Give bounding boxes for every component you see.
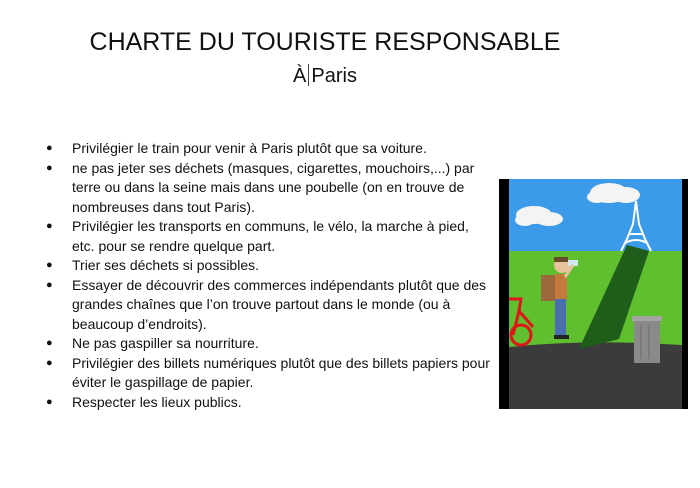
tourist-shoe — [561, 335, 569, 339]
text-cursor — [308, 64, 309, 86]
tourist-shirt — [555, 274, 567, 300]
list-item: ● Privilégier le train pour venir à Paris plutôt que sa voiture. — [46, 139, 494, 159]
tourist-shoe — [554, 335, 562, 339]
page-subtitle — [0, 63, 650, 89]
list-item: ● Ne pas gaspiller sa nourriture. — [46, 334, 494, 354]
list-item: ● Trier ses déchets si possibles. — [46, 256, 494, 276]
list-item: ● Essayer de découvrir des commerces indépendants plutôt que des grandes chaînes que l’on trouve partout dans le monde (ou à beaucoup d’endroits). — [46, 276, 494, 335]
list-item: ● Respecter les lieux publics. — [46, 393, 494, 413]
paris-tourist-illustration — [499, 179, 688, 409]
list-item: ● Privilégier les transports en communs, le vélo, la marche à pied, etc. pour se rendre quelque part. — [46, 217, 494, 256]
page-title: CHARTE DU TOURISTE RESPONSABLE — [89, 28, 561, 56]
trash-bin-icon — [632, 316, 662, 363]
subtitle-city: Paris — [311, 65, 357, 87]
tourist-hair — [554, 257, 568, 262]
list-item: ● ne pas jeter ses déchets (masques, cigarettes, mouchoirs,...) par terre ou dans la seine mais dans une poubelle (on en trouve de nombreuses dans tout Paris). — [46, 159, 494, 218]
tourist-jeans — [555, 299, 566, 335]
charter-list — [46, 139, 494, 412]
subtitle-prefix: À — [293, 65, 307, 87]
list-item: ● Privilégier des billets numériques plutôt que des billets papiers pour éviter le gaspillage de papier. — [46, 354, 494, 393]
